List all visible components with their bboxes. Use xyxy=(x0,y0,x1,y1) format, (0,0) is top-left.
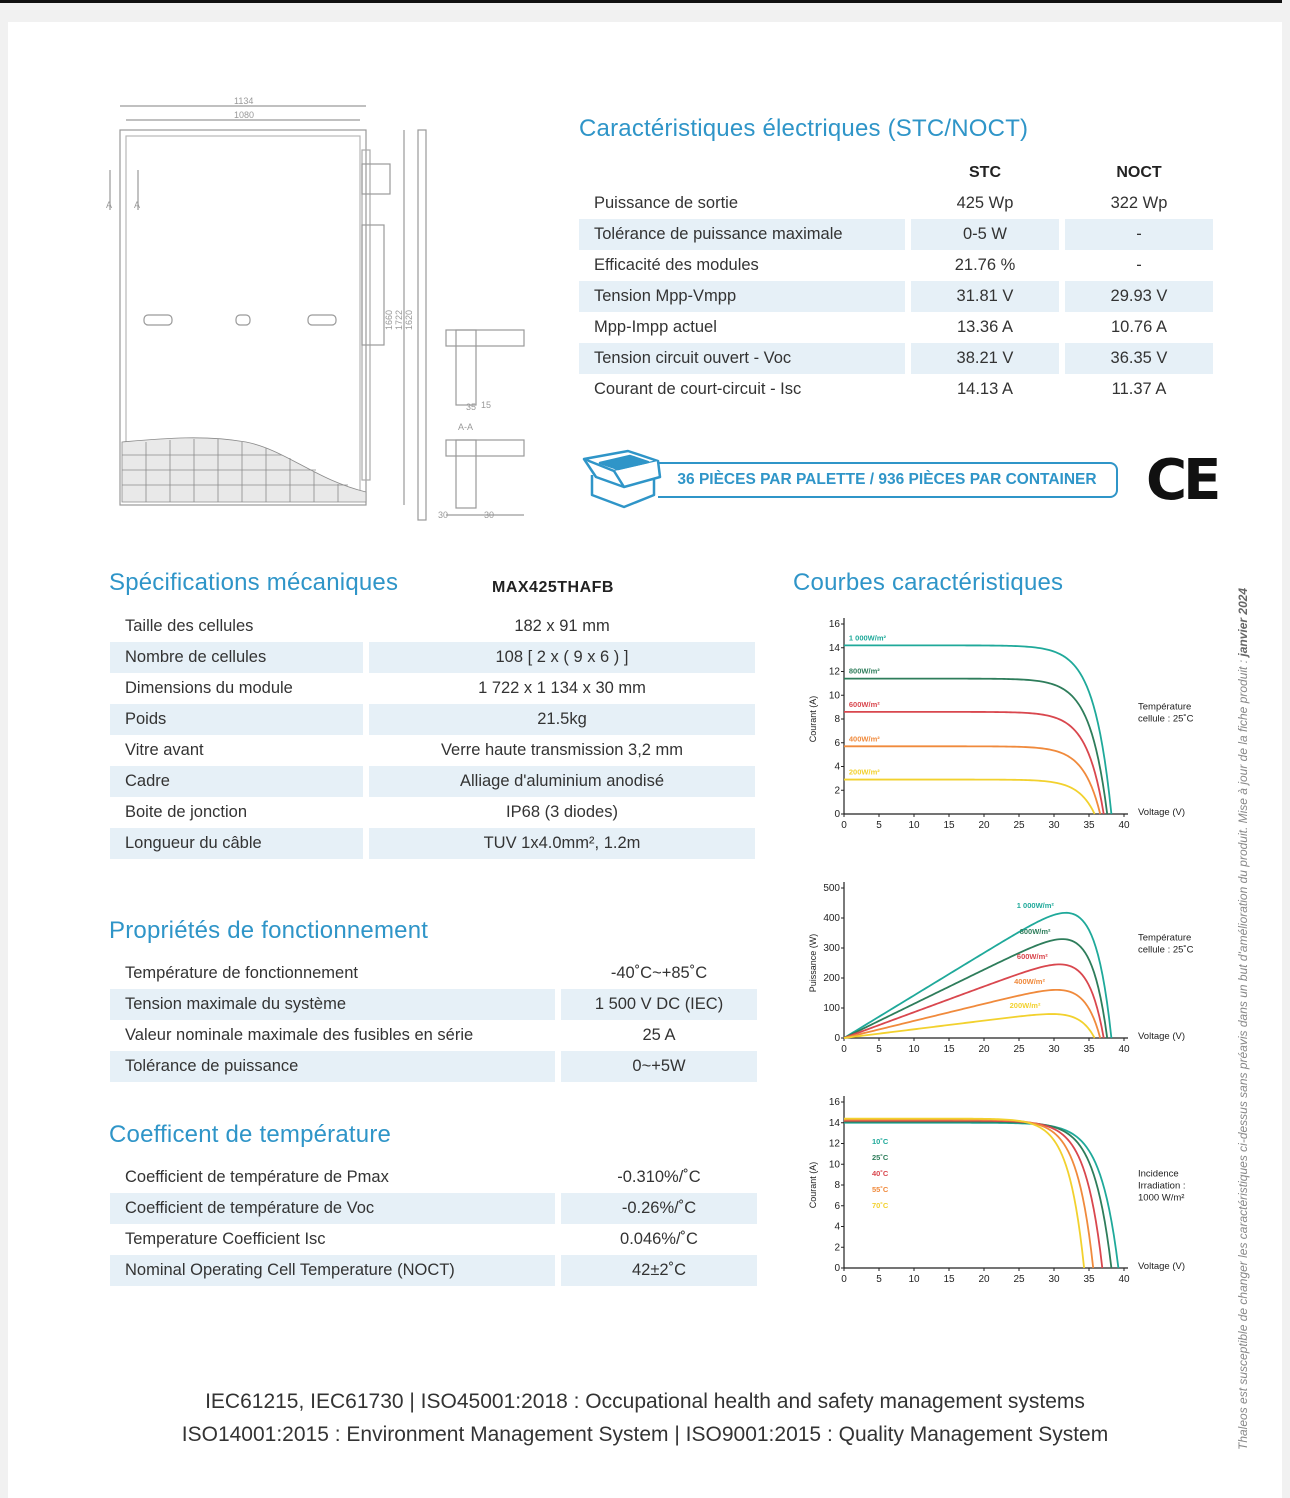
mechanical-row xyxy=(110,673,755,704)
mechanical-row-label: Poids xyxy=(110,704,363,735)
iv-temperature-chart xyxy=(790,1090,1210,1290)
mechanical-row-label: Taille des cellules xyxy=(125,617,254,635)
electrical-row-noct: 10.76 A xyxy=(1111,318,1167,336)
operating-row-value: 0~+5W xyxy=(561,1051,757,1082)
x-tick-label: 0 xyxy=(841,1044,847,1055)
series-label: 600W/m² xyxy=(848,699,880,709)
dim-height-c: 1620 xyxy=(404,309,414,330)
x-tick-label: 20 xyxy=(978,1274,990,1285)
electrical-row xyxy=(579,374,1213,405)
y-tick-label: 0 xyxy=(834,1263,840,1274)
x-tick-label: 0 xyxy=(841,820,847,831)
operating-row-label: Température de fonctionnement xyxy=(125,964,358,982)
electrical-row-stc: 38.21 V xyxy=(911,343,1059,374)
y-tick-label: 14 xyxy=(828,642,840,654)
operating-row-label: Tension maximale du système xyxy=(110,989,555,1020)
operating-title: Propriétés de fonctionnement xyxy=(109,917,429,944)
x-axis-label: Voltage (V) xyxy=(1138,807,1185,818)
electrical-row-noct: - xyxy=(1136,256,1142,274)
chart-note: Irradiation : xyxy=(1138,1180,1186,1192)
electrical-row-label: Puissance de sortie xyxy=(594,194,738,212)
module-technical-drawing xyxy=(86,90,536,530)
x-tick-label: 5 xyxy=(876,1044,882,1055)
series-label: 55˚C xyxy=(872,1185,889,1194)
mechanical-row-value: 108 [ 2 x ( 9 x 6 ) ] xyxy=(369,642,755,673)
series-label: 25˚C xyxy=(872,1153,889,1162)
chart-note: Température xyxy=(1138,932,1192,944)
mechanical-table xyxy=(110,611,755,859)
operating-row xyxy=(110,1051,757,1082)
temperature-row-label: Coefficient de température de Pmax xyxy=(125,1168,389,1186)
x-tick-label: 30 xyxy=(1048,1044,1060,1055)
col-stc: STC xyxy=(969,164,1001,181)
y-tick-label: 6 xyxy=(834,1200,840,1212)
series-label: 600W/m² xyxy=(1016,951,1048,961)
electrical-row xyxy=(579,219,1213,250)
temperature-row xyxy=(110,1255,757,1286)
operating-row-value: 25 A xyxy=(642,1026,676,1044)
series-line xyxy=(844,712,1104,814)
series-label: 200W/m² xyxy=(848,767,880,777)
x-tick-label: 15 xyxy=(943,820,955,831)
section-marker-left: A xyxy=(106,200,113,210)
y-axis-label: Courant (A) xyxy=(808,695,818,743)
operating-row xyxy=(110,989,757,1020)
section-marker-right: A xyxy=(134,200,141,210)
x-tick-label: 30 xyxy=(1048,1274,1060,1285)
y-tick-label: 10 xyxy=(828,1159,840,1171)
series-label: 70˚C xyxy=(872,1201,889,1210)
operating-row-value: -40˚C~+85˚C xyxy=(610,964,708,982)
side-disclaimer xyxy=(1236,588,1250,1450)
y-tick-label: 8 xyxy=(834,1180,840,1191)
x-tick-label: 40 xyxy=(1118,1044,1130,1055)
x-tick-label: 5 xyxy=(876,1274,882,1285)
mechanical-row xyxy=(110,735,755,766)
y-tick-label: 0 xyxy=(834,1033,840,1044)
temperature-row-value: 42±2˚C xyxy=(561,1255,757,1286)
certifications-line-2: ISO14001:2015 : Environment Management System | ISO9001:2015 : Quality Management System xyxy=(181,1423,1109,1446)
y-tick-label: 12 xyxy=(828,666,840,678)
electrical-row xyxy=(579,281,1213,312)
y-tick-label: 12 xyxy=(828,1138,840,1150)
y-tick-label: 16 xyxy=(828,1097,840,1108)
x-tick-label: 20 xyxy=(978,1044,990,1055)
col-noct: NOCT xyxy=(1116,164,1162,181)
y-tick-label: 6 xyxy=(834,737,840,749)
y-axis-label: Puissance (W) xyxy=(808,933,818,993)
top-border xyxy=(0,0,1282,3)
mechanical-row-value: Alliage d'aluminium anodisé xyxy=(369,766,755,797)
mechanical-row-label: Vitre avant xyxy=(125,741,204,759)
series-label: 400W/m² xyxy=(1014,977,1045,987)
temperature-row-value: -0.310%/˚C xyxy=(617,1168,701,1186)
operating-row xyxy=(110,958,757,989)
temperature-row xyxy=(110,1224,757,1255)
electrical-row xyxy=(579,312,1213,343)
operating-row-value: 1 500 V DC (IEC) xyxy=(561,989,757,1020)
series-line xyxy=(844,780,1095,814)
y-tick-label: 400 xyxy=(823,913,840,924)
electrical-row-label: Efficacité des modules xyxy=(594,256,759,274)
x-tick-label: 0 xyxy=(841,1274,847,1285)
x-tick-label: 10 xyxy=(908,820,920,831)
y-tick-label: 0 xyxy=(834,809,840,820)
y-tick-label: 500 xyxy=(823,883,840,894)
operating-row xyxy=(110,1020,757,1051)
mechanical-row-value: TUV 1x4.0mm², 1.2m xyxy=(369,828,755,859)
temperature-row xyxy=(110,1162,757,1193)
section-dim-3: 30 xyxy=(438,510,449,520)
temperature-row-value: 0.046%/˚C xyxy=(620,1230,698,1248)
mechanical-row-label: Boite de jonction xyxy=(125,803,248,821)
x-tick-label: 15 xyxy=(943,1044,955,1055)
temperature-title: Coefficent de température xyxy=(109,1121,392,1148)
x-tick-label: 10 xyxy=(908,1274,920,1285)
series-label: 40˚C xyxy=(872,1169,889,1178)
temperature-row-label: Coefficient de température de Voc xyxy=(110,1193,555,1224)
section-dim-2: 15 xyxy=(481,400,492,410)
operating-row-label: Valeur nominale maximale des fusibles en série xyxy=(125,1026,474,1044)
y-tick-label: 2 xyxy=(834,785,840,797)
certifications-line-1: IEC61215, IEC61730 | ISO45001:2018 : Occupational health and safety management systems xyxy=(205,1390,1085,1413)
x-tick-label: 15 xyxy=(943,1274,955,1285)
electrical-row-label: Mpp-Impp actuel xyxy=(594,318,717,336)
electrical-row-stc: 13.36 A xyxy=(957,318,1013,336)
mechanical-row xyxy=(110,611,755,642)
electrical-row-stc: 31.81 V xyxy=(911,281,1059,312)
y-tick-label: 16 xyxy=(828,619,840,630)
x-tick-label: 25 xyxy=(1013,1044,1025,1055)
x-tick-label: 30 xyxy=(1048,820,1060,831)
section-dim-1: 35 xyxy=(466,402,477,412)
mechanical-row xyxy=(110,642,755,673)
electrical-row xyxy=(579,188,1213,219)
x-tick-label: 35 xyxy=(1083,1274,1095,1285)
series-label: 800W/m² xyxy=(1019,926,1051,936)
electrical-row-noct: 36.35 V xyxy=(1065,343,1213,374)
x-tick-label: 40 xyxy=(1118,1274,1130,1285)
mechanical-row xyxy=(110,828,755,859)
x-axis-label: Voltage (V) xyxy=(1138,1031,1185,1042)
electrical-title: Caractéristiques électriques (STC/NOCT) xyxy=(579,115,1029,142)
mechanical-row-label: Dimensions du module xyxy=(125,679,293,697)
box-icon xyxy=(584,451,660,507)
y-tick-label: 100 xyxy=(823,1003,840,1014)
mechanical-title: Spécifications mécaniques xyxy=(109,569,399,596)
electrical-row-label: Tension circuit ouvert - Voc xyxy=(579,343,905,374)
temperature-row-label: Nominal Operating Cell Temperature (NOCT) xyxy=(110,1255,555,1286)
section-label: A-A xyxy=(458,422,474,432)
x-tick-label: 25 xyxy=(1013,820,1025,831)
x-tick-label: 25 xyxy=(1013,1274,1025,1285)
mechanical-row-value: 21.5kg xyxy=(369,704,755,735)
mechanical-row xyxy=(110,704,755,735)
electrical-row xyxy=(579,250,1213,281)
mechanical-row-value: IP68 (3 diodes) xyxy=(506,803,618,821)
electrical-row-noct: 322 Wp xyxy=(1110,194,1168,212)
mechanical-row-value: 182 x 91 mm xyxy=(514,617,610,635)
electrical-row-noct: - xyxy=(1065,219,1213,250)
temperature-row-label: Temperature Coefficient Isc xyxy=(125,1230,326,1248)
mechanical-row-label: Nombre de cellules xyxy=(110,642,363,673)
x-tick-label: 35 xyxy=(1083,1044,1095,1055)
x-tick-label: 5 xyxy=(876,820,882,831)
cell-grid-hatch xyxy=(122,438,366,502)
model-number: MAX425THAFB xyxy=(492,579,614,596)
x-tick-label: 35 xyxy=(1083,820,1095,831)
x-tick-label: 40 xyxy=(1118,820,1130,831)
electrical-row-label: Tolérance de puissance maximale xyxy=(579,219,905,250)
operating-row-label: Tolérance de puissance xyxy=(110,1051,555,1082)
side-disclaimer-date: janvier 2024 xyxy=(1236,587,1250,657)
series-label: 200W/m² xyxy=(1009,1001,1041,1011)
dim-height-b: 1722 xyxy=(394,309,404,330)
temperature-row xyxy=(110,1193,757,1224)
electrical-row-label: Courant de court-circuit - Isc xyxy=(594,380,802,398)
chart-note: 1000 W/m² xyxy=(1138,1192,1185,1204)
ce-mark: CE xyxy=(1146,448,1218,513)
electrical-row-noct: 11.37 A xyxy=(1111,380,1167,398)
series-line xyxy=(844,1014,1095,1038)
dim-width-inner: 1080 xyxy=(234,110,255,120)
chart-note: Incidence xyxy=(1138,1168,1179,1180)
y-tick-label: 200 xyxy=(823,973,840,984)
chart-note: cellule : 25˚C xyxy=(1138,944,1194,956)
electrical-row-noct: 29.93 V xyxy=(1065,281,1213,312)
curves-title: Courbes caractéristiques xyxy=(793,569,1064,596)
series-label: 1 000W/m² xyxy=(1016,900,1054,910)
chart-note: Température xyxy=(1138,701,1192,713)
y-tick-label: 4 xyxy=(834,1221,840,1233)
y-tick-label: 4 xyxy=(834,761,840,773)
pv-irradiance-chart xyxy=(790,876,1210,1061)
temperature-table xyxy=(110,1162,757,1286)
electrical-row-stc: 0-5 W xyxy=(911,219,1059,250)
y-axis-label: Courant (A) xyxy=(808,1161,818,1209)
mechanical-row xyxy=(110,797,755,828)
y-tick-label: 14 xyxy=(828,1117,840,1129)
series-label: 1 000W/m² xyxy=(848,633,887,643)
y-tick-label: 10 xyxy=(828,690,840,702)
dim-height-a: 1660 xyxy=(384,309,394,330)
mechanical-row xyxy=(110,766,755,797)
series-label: 800W/m² xyxy=(848,666,880,676)
dim-width-outer: 1134 xyxy=(234,96,254,106)
electrical-header-row xyxy=(579,158,1213,188)
electrical-row-stc: 14.13 A xyxy=(957,380,1013,398)
series-label: 400W/m² xyxy=(848,734,880,744)
mechanical-row-value: 1 722 x 1 134 x 30 mm xyxy=(478,679,646,697)
iv-irradiance-chart xyxy=(790,612,1210,837)
electrical-row xyxy=(579,343,1213,374)
section-dim-4: 30 xyxy=(484,510,495,520)
electrical-row-stc: 425 Wp xyxy=(956,194,1014,212)
electrical-row-label: Tension Mpp-Vmpp xyxy=(579,281,905,312)
temperature-row-value: -0.26%/˚C xyxy=(561,1193,757,1224)
mechanical-row-value: Verre haute transmission 3,2 mm xyxy=(440,741,684,759)
side-disclaimer-text: Thaleos est susceptible de changer les caractéristiques ci-dessus sans préavis dans un but d'amélioration du produit. Mise à jour de la fiche produit : xyxy=(1236,656,1250,1450)
mechanical-row-label: Cadre xyxy=(110,766,363,797)
y-tick-label: 300 xyxy=(823,943,840,954)
chart-note: cellule : 25˚C xyxy=(1138,713,1194,725)
mechanical-row-label: Longueur du câble xyxy=(110,828,363,859)
operating-table xyxy=(110,958,757,1082)
y-tick-label: 2 xyxy=(834,1242,840,1254)
x-tick-label: 10 xyxy=(908,1044,920,1055)
packaging-label: 36 PIÈCES PAR PALETTE / 936 PIÈCES PAR CONTAINER xyxy=(658,462,1118,498)
electrical-row-stc: 21.76 % xyxy=(954,256,1016,274)
x-axis-label: Voltage (V) xyxy=(1138,1261,1185,1272)
series-label: 10˚C xyxy=(872,1137,889,1146)
x-tick-label: 20 xyxy=(978,820,990,831)
electrical-table xyxy=(579,158,1213,405)
y-tick-label: 8 xyxy=(834,714,840,725)
